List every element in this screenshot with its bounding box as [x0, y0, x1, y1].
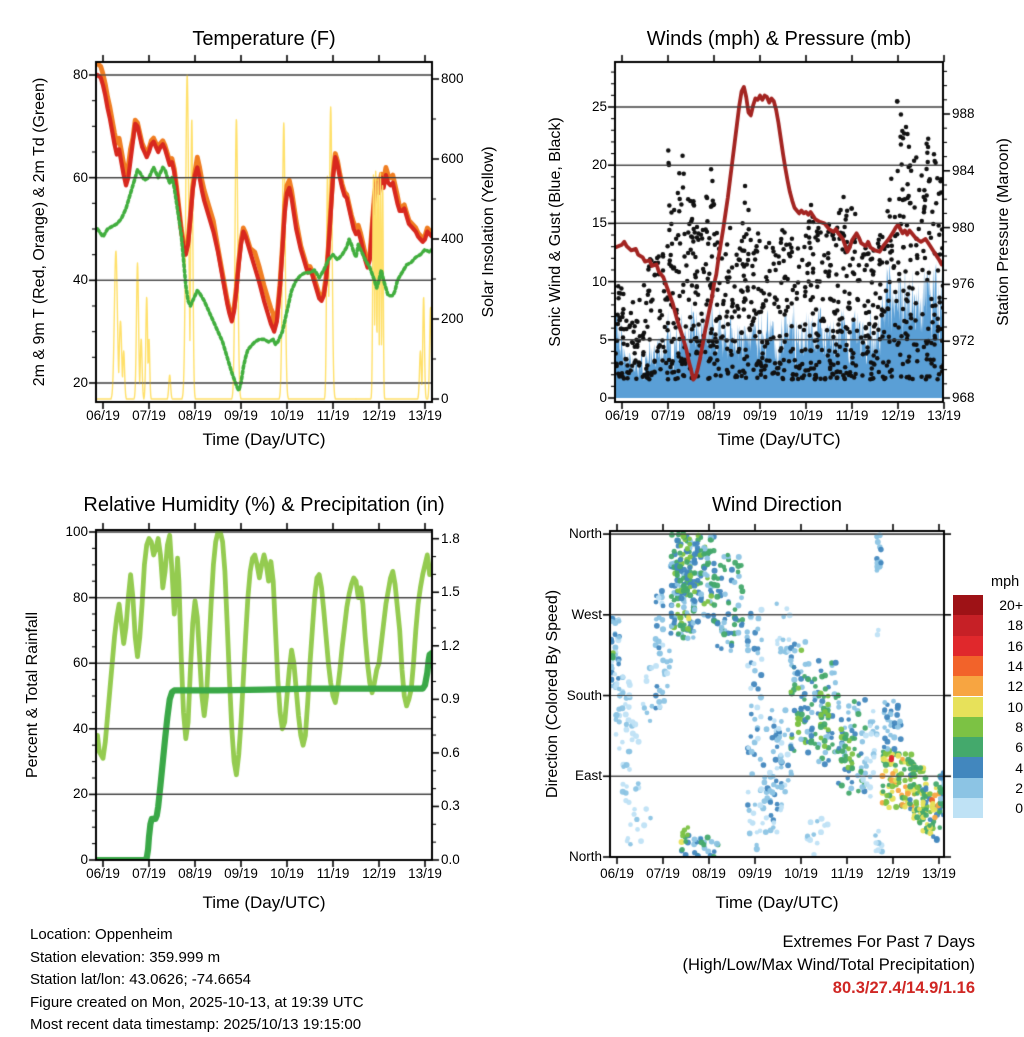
colorbar-swatch [953, 697, 983, 717]
x-tick-label: 08/19 [692, 866, 726, 881]
x-tick-label: 06/19 [605, 408, 639, 423]
humidity-precip-plot-canvas [84, 518, 444, 872]
y-tick-label: 10 [591, 273, 607, 289]
y-tick-label: 25 [591, 99, 607, 114]
colorbar-swatch [953, 798, 983, 818]
colorbar-swatch [953, 615, 983, 635]
y-tick-label: 980 [952, 219, 975, 235]
y-tick-label: 80 [72, 67, 88, 82]
y-tick-label: 15 [591, 215, 607, 231]
y-tick-label: 400 [441, 231, 464, 246]
colorbar-swatch [953, 757, 983, 777]
extremes-subtitle: (High/Low/Max Wind/Total Precipitation) [682, 956, 975, 974]
y-tick-label: 1.5 [441, 584, 460, 600]
x-tick-label: 11/19 [316, 866, 350, 881]
x-tick-label: 12/19 [881, 408, 915, 423]
x-tick-label: 09/19 [224, 866, 258, 881]
temperature-title: Temperature (F) [192, 28, 336, 50]
direction-tick-label: North [568, 849, 602, 864]
temperature-ylabel-right: Solar Insolation (Yellow) [480, 146, 497, 318]
station-info [30, 924, 364, 1037]
colorbar-bin-label: 10 [1007, 698, 1023, 715]
colorbar-bin-label: 4 [1015, 759, 1023, 776]
y-tick-label: 60 [72, 169, 88, 185]
colorbar-swatch [953, 636, 983, 656]
wind-direction-title: Wind Direction [711, 494, 843, 516]
x-tick-label: 13/19 [922, 866, 956, 881]
y-tick-label: 1.8 [441, 530, 460, 546]
x-tick-label: 09/19 [224, 408, 258, 423]
x-tick-label: 13/19 [927, 408, 961, 423]
winds-ylabel-left: Sonic Wind & Gust (Blue, Black) [547, 117, 564, 347]
x-tick-label: 06/19 [86, 866, 120, 881]
x-tick-label: 10/19 [784, 866, 818, 881]
y-tick-label: 200 [441, 311, 464, 326]
y-tick-label: 5 [599, 331, 607, 347]
y-tick-label: 800 [441, 71, 464, 86]
x-tick-label: 07/19 [651, 408, 685, 423]
y-tick-label: 80 [72, 589, 88, 605]
direction-tick-label: South [566, 687, 602, 703]
x-tick-label: 10/19 [270, 866, 304, 881]
x-tick-label: 08/19 [697, 408, 731, 423]
y-tick-label: 100 [65, 524, 88, 539]
x-tick-label: 07/19 [646, 866, 680, 881]
x-tick-label: 08/19 [178, 866, 212, 881]
y-tick-label: 40 [72, 720, 88, 736]
colorbar-swatch [953, 778, 983, 798]
temperature-xlabel: Time (Day/UTC) [202, 430, 326, 449]
colorbar-bin-label: 8 [1015, 718, 1023, 735]
station-elevation: Station elevation: 359.999 m [30, 948, 221, 966]
y-tick-label: 0 [599, 390, 607, 405]
winds-pressure-plot-canvas [603, 50, 955, 414]
colorbar-title: mph [991, 574, 1020, 590]
data-timestamp: Most recent data timestamp: 2025/10/13 19:15:00 [30, 1016, 362, 1033]
direction-tick-label: West [571, 606, 602, 622]
y-tick-label: 976 [952, 276, 975, 292]
figure-created: Figure created on Mon, 2025-10-13, at 19:39 UTC [30, 993, 364, 1011]
winds-pressure-title: Winds (mph) & Pressure (mb) [646, 28, 912, 50]
y-tick-label: 20 [72, 786, 88, 802]
y-tick-label: 0.6 [441, 744, 460, 760]
extremes-title: Extremes For Past 7 Days [782, 933, 975, 951]
y-tick-label: 600 [441, 151, 464, 166]
y-tick-label: 20 [72, 374, 88, 390]
station-latlon: Station lat/lon: 43.0626; -74.6654 [30, 971, 252, 988]
x-tick-label: 12/19 [362, 866, 396, 881]
y-tick-label: 972 [952, 333, 975, 349]
y-tick-label: 968 [952, 390, 975, 405]
y-tick-label: 1.2 [441, 637, 460, 653]
y-tick-label: 40 [72, 272, 88, 288]
y-tick-label: 984 [952, 162, 975, 178]
colorbar-swatch [953, 737, 983, 757]
colorbar-bin-label: 12 [1007, 678, 1023, 695]
station-location: Location: Oppenheim [30, 926, 173, 943]
colorbar-swatch [953, 595, 983, 615]
y-tick-label: 0 [80, 852, 88, 867]
colorbar-bin-label: 18 [1007, 617, 1023, 634]
humidity-precip-title: Relative Humidity (%) & Precipitation (in) [83, 494, 445, 516]
x-tick-label: 13/19 [408, 866, 442, 881]
x-tick-label: 10/19 [270, 408, 304, 423]
x-tick-label: 07/19 [132, 866, 166, 881]
humidity-xlabel: Time (Day/UTC) [202, 893, 326, 912]
y-tick-label: 0.0 [441, 852, 460, 867]
colorbar-swatch [953, 676, 983, 696]
colorbar-bin-label: 16 [1007, 637, 1023, 654]
y-tick-label: 60 [72, 655, 88, 671]
colorbar-swatch [953, 717, 983, 737]
humidity-ylabel-left: Percent & Total Rainfall [24, 611, 41, 779]
x-tick-label: 11/19 [835, 408, 869, 423]
x-tick-label: 06/19 [600, 866, 634, 881]
y-tick-label: 0 [441, 391, 449, 406]
colorbar-bin-label: 2 [1015, 779, 1023, 796]
direction-tick-label: North [568, 526, 602, 542]
y-tick-label: 20 [591, 157, 607, 173]
y-tick-label: 0.3 [441, 798, 460, 814]
x-tick-label: 06/19 [86, 408, 120, 423]
winds-xlabel: Time (Day/UTC) [717, 430, 841, 449]
x-tick-label: 10/19 [789, 408, 823, 423]
x-tick-label: 08/19 [178, 408, 212, 423]
colorbar-swatch [953, 656, 983, 676]
wind-direction-ylabel-left: Direction (Colored By Speed) [544, 589, 561, 799]
colorbar-bin-label: 20+ [999, 597, 1023, 614]
extremes-values: 80.3/27.4/14.9/1.16 [832, 979, 975, 997]
x-tick-label: 13/19 [408, 408, 442, 423]
temperature-ylabel-left: 2m & 9m T (Red, Orange) & 2m Td (Green) [31, 77, 48, 387]
x-tick-label: 11/19 [830, 866, 864, 881]
x-tick-label: 11/19 [316, 408, 350, 423]
x-tick-label: 09/19 [743, 408, 777, 423]
wind-direction-xlabel: Time (Day/UTC) [715, 893, 839, 912]
y-tick-label: 988 [952, 106, 975, 121]
x-tick-label: 12/19 [876, 866, 910, 881]
colorbar-bin-label: 0 [1015, 800, 1023, 817]
temperature-plot-canvas [84, 50, 444, 414]
x-tick-label: 12/19 [362, 408, 396, 423]
colorbar-bin-label: 14 [1007, 658, 1023, 675]
winds-ylabel-right: Station Pressure (Maroon) [995, 138, 1012, 326]
x-tick-label: 09/19 [738, 866, 772, 881]
direction-tick-label: East [574, 768, 602, 784]
colorbar-bin-label: 6 [1015, 739, 1023, 756]
y-tick-label: 0.9 [441, 691, 460, 707]
x-tick-label: 07/19 [132, 408, 166, 423]
extremes-summary [682, 931, 975, 1000]
wind-direction-plot-canvas [598, 519, 956, 869]
